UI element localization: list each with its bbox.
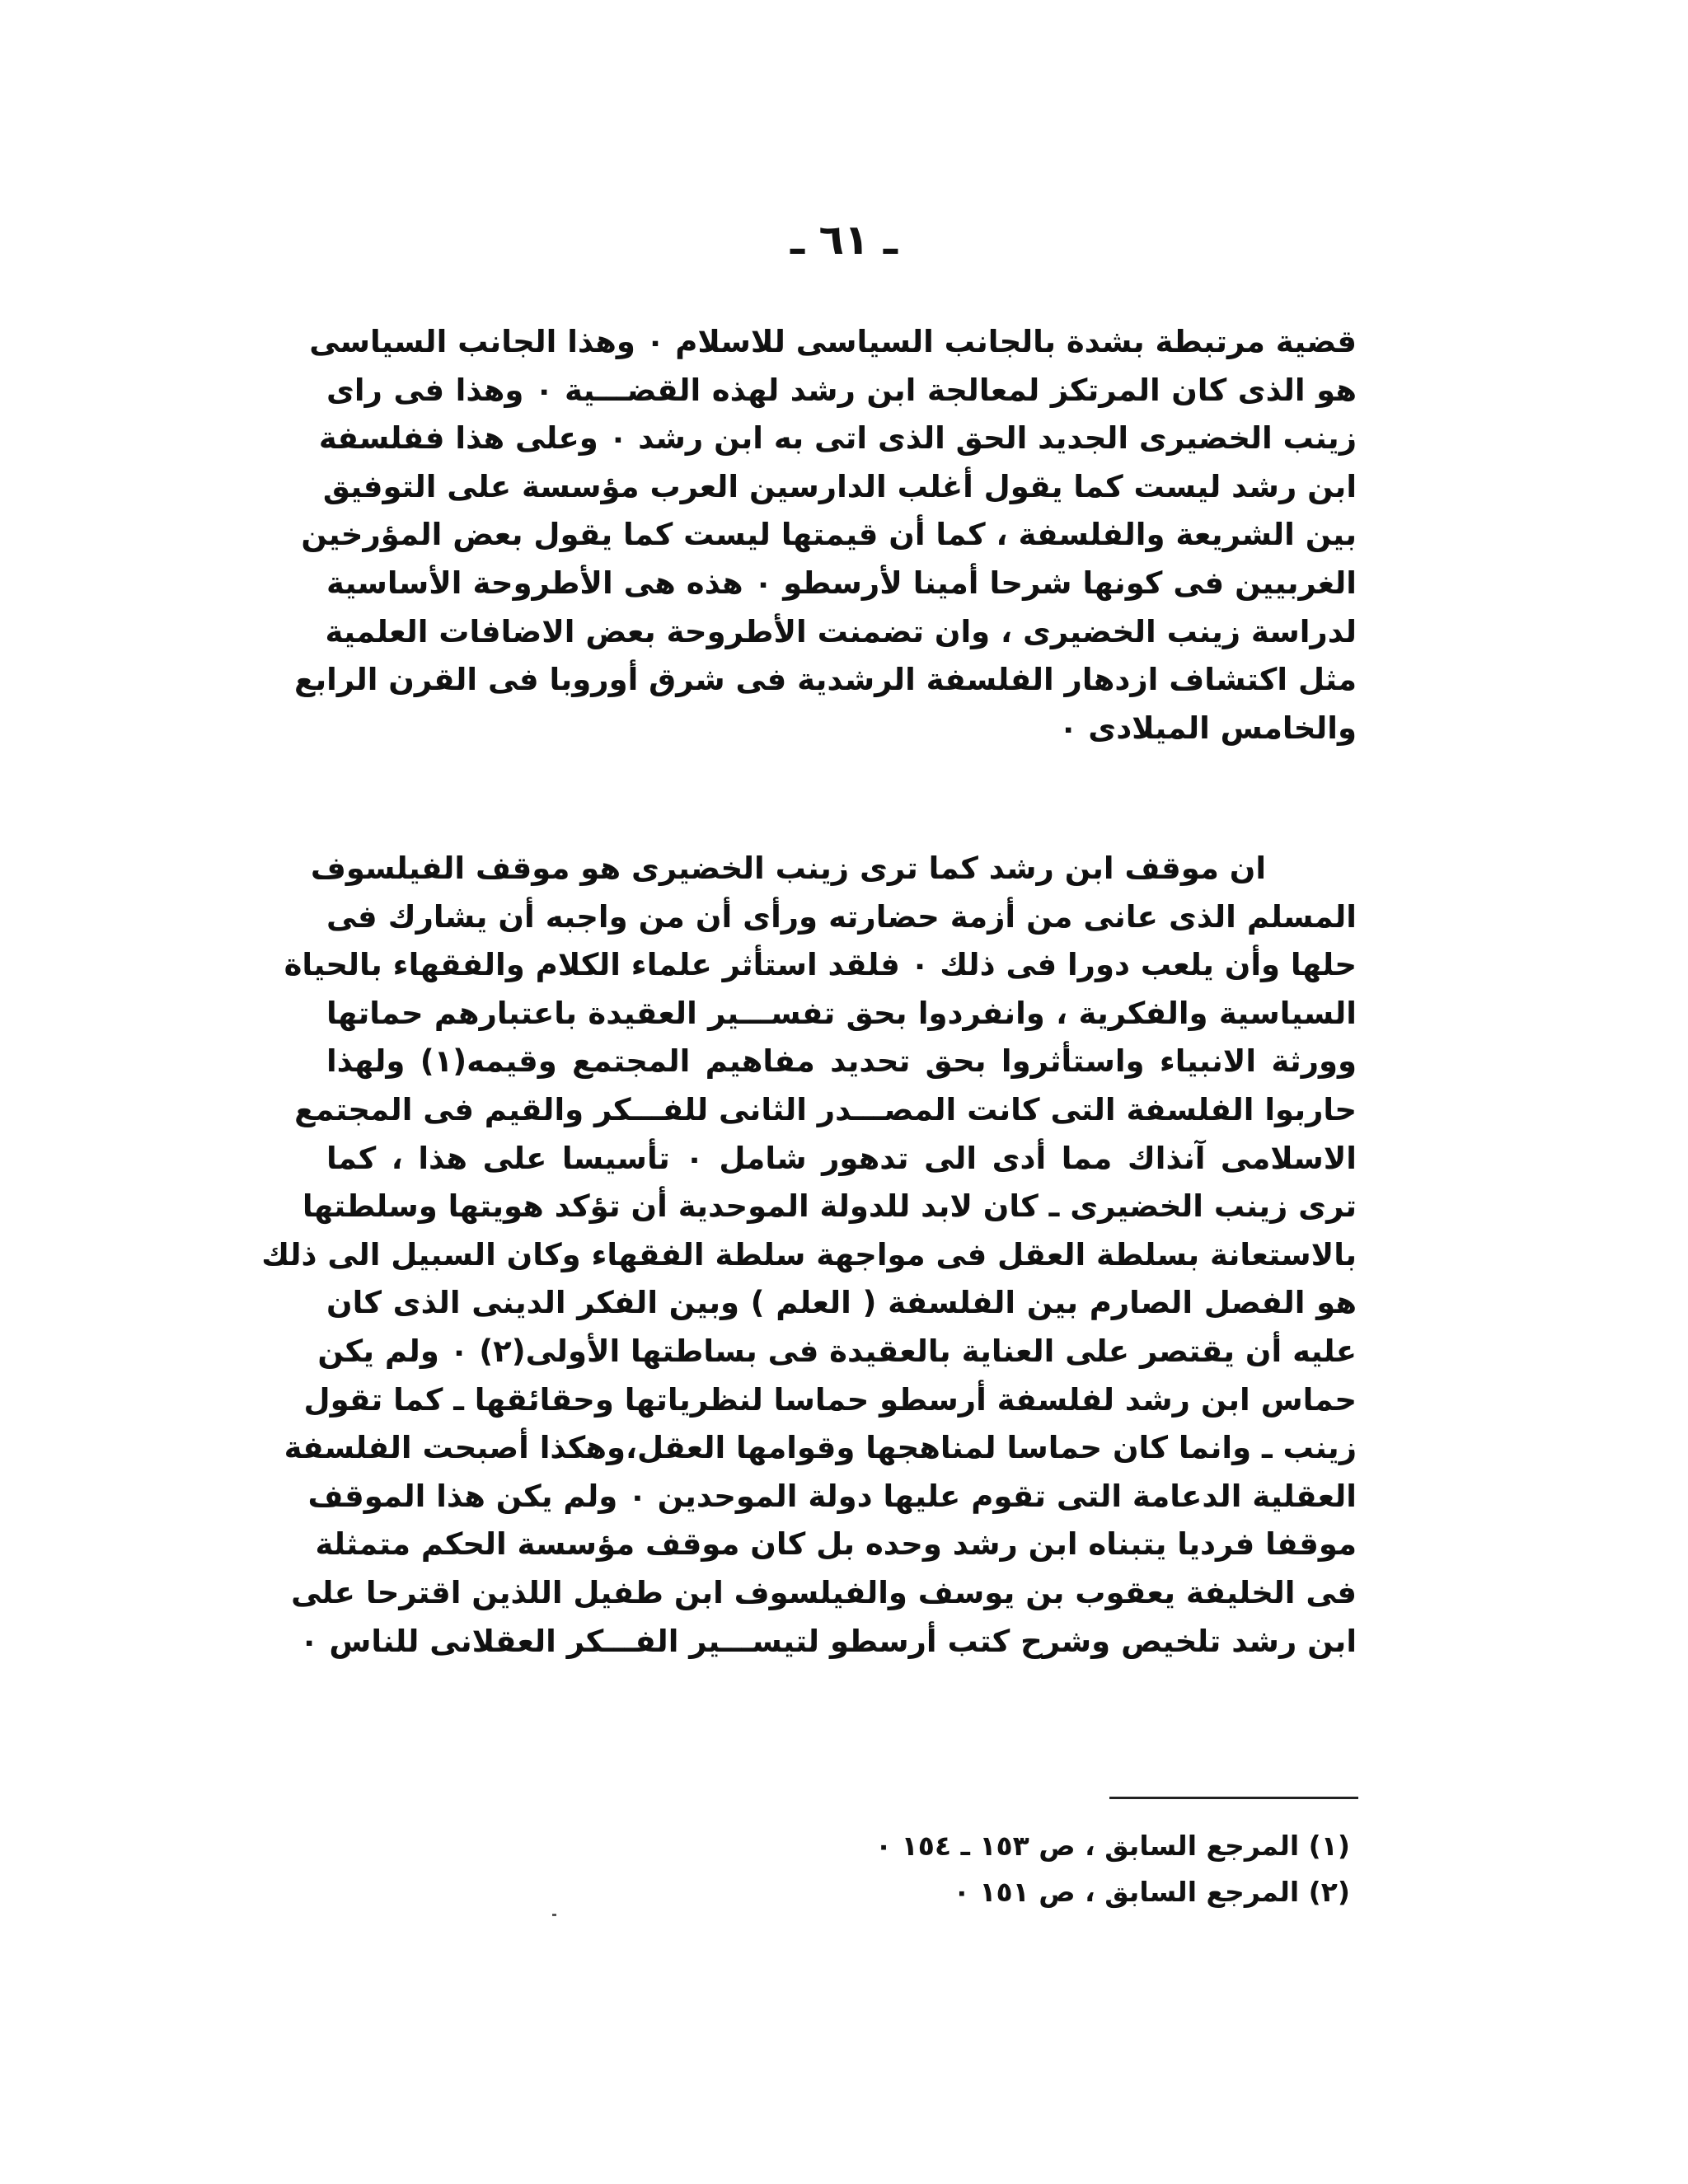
text-line: موقفا فرديا يتبناه ابن رشد وحده بل كان موقف مؤسسة الحكم متمثلة: [315, 1526, 1357, 1563]
text-line: السياسية والفكرية ، وانفردوا بحق تفســـير العقيدة باعتبارهم حماتها: [326, 995, 1357, 1031]
text-line: المسلم الذى عانى من أزمة حضارته ورأى أن من واجبه أن يشارك فى: [326, 898, 1357, 935]
text-line: ترى زينب الخضيرى ـ كان لابد للدولة الموحدية أن تؤكد هويتها وسلطتها: [302, 1188, 1357, 1225]
text-line: ابن رشد ليست كما يقول أغلب الدارسين العرب مؤسسة على التوفيق: [322, 468, 1357, 504]
text-line: هو الذى كان المرتكز لمعالجة ابن رشد لهذه القضـــية ٠ وهذا فى راى: [326, 372, 1357, 408]
footnote-1: (١) المرجع السابق ، ص ١٥٣ ـ ١٥٤ ٠: [875, 1830, 1350, 1862]
text-line: بالاستعانة بسلطة العقل فى مواجهة سلطة الفقهاء وكان السبيل الى ذلك: [261, 1236, 1357, 1272]
text-line: حاربوا الفلسفة التى كانت المصـــدر الثانى للفـــكر والقيم فى المجتمع: [294, 1091, 1357, 1127]
text-line: مثل اكتشاف ازدهار الفلسفة الرشدية فى شرق أوروبا فى القرن الرابع: [293, 662, 1357, 698]
text-line: فى الخليفة يعقوب بن يوسف والفيلسوف ابن طفيل اللذين اقترحا على: [291, 1574, 1357, 1610]
footnote-2: (٢) المرجع السابق ، ص ١٥١ ٠: [953, 1876, 1350, 1908]
text-line: والخامس الميلادى ٠: [1058, 710, 1357, 746]
footnote-divider: [1109, 1797, 1358, 1799]
scan-speck: [552, 1914, 556, 1916]
text-line: العقلية الدعامة التى تقوم عليها دولة الموحدين ٠ ولم يكن هذا الموقف: [307, 1478, 1357, 1514]
text-line: الغربيين فى كونها شرحا أمينا لأرسطو ٠ هذه هى الأطروحة الأساسية: [326, 565, 1357, 601]
text-line: زينب ـ وانما كان حماسا لمناهجها وقوامها العقل،وهكذا أصبحت الفلسفة: [284, 1430, 1357, 1466]
text-line: ان موقف ابن رشد كما ترى زينب الخضيرى هو موقف الفيلسوف: [310, 851, 1266, 886]
footnotes: [691, 1823, 1350, 1915]
text-line: عليه أن يقتصر على العناية بالعقيدة فى بساطتها الأولى(٢) ٠ ولم يكن: [317, 1333, 1357, 1369]
text-line: حلها وأن يلعب دورا فى ذلك ٠ فلقد استأثر علماء الكلام والفقهاء بالحياة: [284, 947, 1357, 983]
text-line: بين الشريعة والفلسفة ، كما أن قيمتها ليست كما يقول بعض المؤرخين: [301, 517, 1357, 553]
paragraph-1: [293, 318, 1357, 752]
text-line: لدراسة زينب الخضيرى ، وان تضمنت الأطروحة بعض الاضافات العلمية: [325, 613, 1357, 649]
page-number: ـ ٦١ ـ: [790, 216, 898, 264]
text-line: قضية مرتبطة بشدة بالجانب السياسى للاسلام ٠ وهذا الجانب السياسى: [309, 324, 1357, 359]
text-line: الاسلامى آنذاك مما أدى الى تدهور شامل ٠ تأسيسا على هذا ، كما: [326, 1140, 1357, 1176]
text-line: وورثة الانبياء واستأثروا بحق تحديد مفاهيم المجتمع وقيمه(١) ولهذا: [326, 1043, 1357, 1080]
text-line: هو الفصل الصارم بين الفلسفة ( العلم ) وبين الفكر الدينى الذى كان: [326, 1285, 1357, 1321]
text-line: ابن رشد تلخيص وشرح كتب أرسطو لتيســـير الفـــكر العقلانى للناس ٠: [299, 1623, 1357, 1659]
text-line: زينب الخضيرى الجديد الحق الذى اتى به ابن رشد ٠ وعلى هذا ففلسفة: [318, 420, 1357, 457]
paragraph-2: [261, 845, 1357, 1666]
text-line: حماس ابن رشد لفلسفة أرسطو حماسا لنظرياتها وحقائقها ـ كما تقول: [303, 1381, 1357, 1418]
